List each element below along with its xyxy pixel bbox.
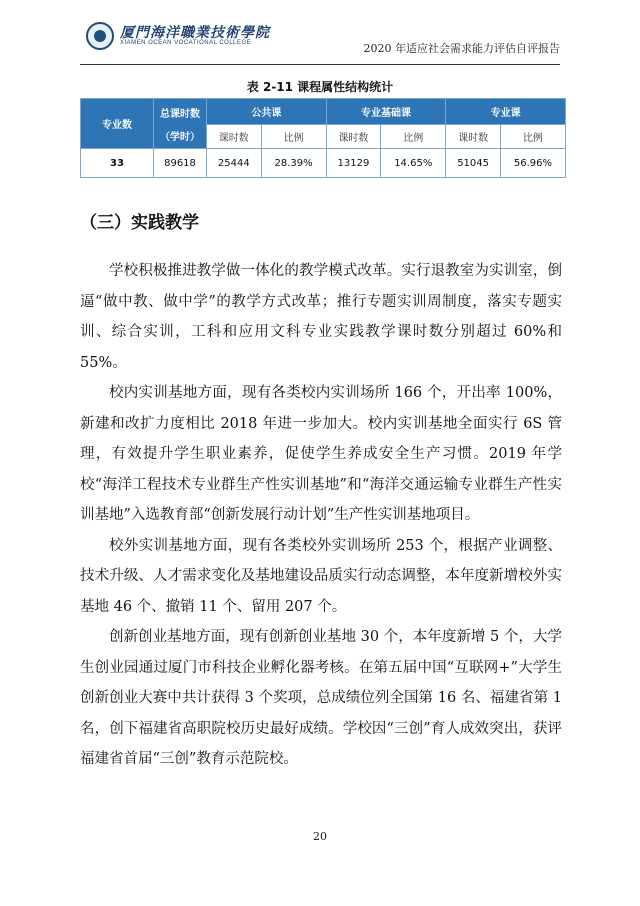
report-title: 2020 年适应社会需求能力评估自评报告 [363, 42, 560, 55]
header-total-hours-line1: 总课时数 [160, 108, 200, 120]
paragraph: 学校积极推进教学做一体化的教学模式改革。实行退教室为实训室，倒逼“做中教、做中学”的教学方式改革；推行专题实训周制度，落实专题实训、综合实训，工科和应用文科专业实践教学课时数分别超过 60%和55%。 [80, 263, 562, 371]
cell-major-hours: 51045 [446, 149, 501, 178]
header-total-hours [154, 99, 207, 149]
sub-header-major-hours: 课时数 [446, 125, 501, 149]
header-group-foundation: 专业基础课 [326, 99, 446, 125]
paragraph: 校外实训基地方面，现有各类校外实训场所 253 个，根据产业调整、技术升级、人才需求变化及基地建设品质实行动态调整，本年度新增校外实基地 46 个、撤销 11 个、留用 207 个。 [80, 537, 562, 615]
page-number: 20 [313, 830, 327, 843]
header-major-count: 专业数 [81, 99, 154, 149]
header-divider [80, 64, 560, 65]
sub-header-public-ratio: 比例 [261, 125, 326, 149]
cell-total-hours: 89618 [154, 149, 207, 178]
header-group-major: 专业课 [446, 99, 566, 125]
college-name-en: XIAMEN OCEAN VOCATIONAL COLLEGE [120, 40, 252, 46]
table-caption: 表 2-11 课程属性结构统计 [246, 80, 394, 94]
section-heading: （三）实践教学 [80, 213, 199, 233]
header-group-public: 公共课 [207, 99, 327, 125]
sub-header-major-ratio: 比例 [500, 125, 565, 149]
paragraph: 创新创业基地方面，现有创新创业基地 30 个，本年度新增 5 个，大学生创业园通过厦门市科技企业孵化器考核。在第五届中国“互联网+”大学生创新创业大赛中共计获得 3 个奖项，总成绩位列全国第 16 名、福建省第 1 名，创下福建省高职院校历史最好成绩。学校因“三创”育人成效突出，获评福建省首届“三创”教育示范院校。 [80, 629, 562, 767]
page-header [80, 18, 560, 66]
cell-public-hours: 25444 [207, 149, 262, 178]
sub-header-foundation-hours: 课时数 [326, 125, 381, 149]
cell-foundation-hours: 13129 [326, 149, 381, 178]
sub-header-public-hours: 课时数 [207, 125, 262, 149]
paragraph: 校内实训基地方面，现有各类校内实训场所 166 个，开出率 100%，新建和改扩力度相比 2018 年进一步加大。校内实训基地全面实行 6S 管理，有效提升学生职业素养，促使学生养成安全生产习惯。2019 年学校“海洋工程技术专业群生产性实训基地”和“海洋交通运输专业群生产性实训基地”入选教育部“创新发展行动计划”生产性实训基地项目。 [80, 385, 562, 523]
course-structure-table [80, 98, 566, 178]
sub-header-foundation-ratio: 比例 [381, 125, 446, 149]
section-body [80, 256, 562, 775]
cell-major-ratio: 56.96% [500, 149, 565, 178]
cell-public-ratio: 28.39% [261, 149, 326, 178]
cell-foundation-ratio: 14.65% [381, 149, 446, 178]
college-logo-icon [86, 22, 114, 50]
table-row [81, 149, 566, 178]
cell-major-count: 33 [81, 149, 154, 178]
college-name-cn: 厦門海洋職業技術學院 [120, 25, 270, 41]
header-total-hours-line2: （学时） [160, 131, 200, 143]
